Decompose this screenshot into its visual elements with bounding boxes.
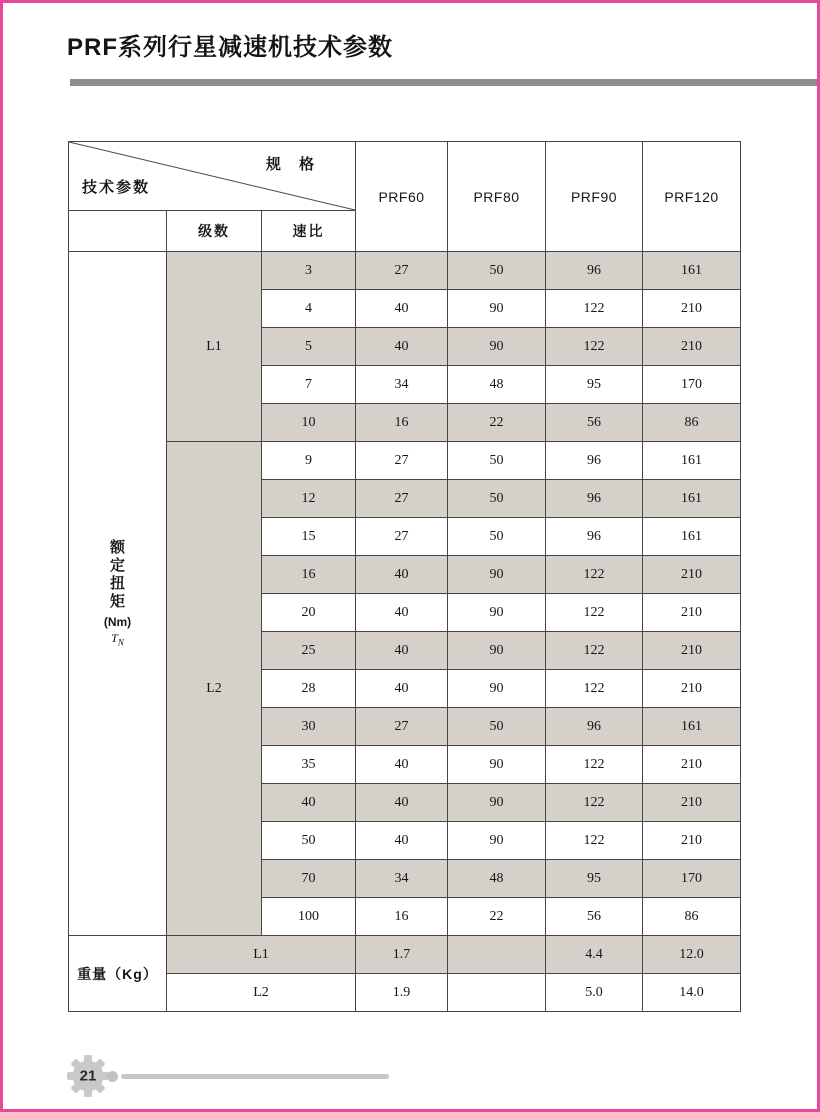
torque-value-cell: 170	[643, 860, 741, 898]
ratio-cell: 40	[262, 784, 356, 822]
torque-value-cell: 161	[643, 442, 741, 480]
weight-data-row	[69, 936, 741, 974]
weight-data-row	[69, 974, 741, 1012]
torque-value-cell: 122	[546, 784, 643, 822]
torque-value-cell: 90	[448, 746, 546, 784]
ratio-cell: 10	[262, 404, 356, 442]
torque-value-cell: 40	[356, 328, 448, 366]
weight-value-cell	[448, 936, 546, 974]
stage-cell-l1: L1	[167, 252, 262, 442]
ratio-cell: 5	[262, 328, 356, 366]
col-header-prf120: PRF120	[643, 142, 741, 252]
torque-value-cell: 40	[356, 784, 448, 822]
torque-label-char: 额	[109, 539, 125, 557]
torque-value-cell: 122	[546, 632, 643, 670]
ratio-cell: 35	[262, 746, 356, 784]
torque-value-cell: 40	[356, 670, 448, 708]
torque-value-cell: 27	[356, 252, 448, 290]
torque-value-cell: 50	[448, 708, 546, 746]
torque-value-cell: 210	[643, 594, 741, 632]
torque-value-cell: 210	[643, 632, 741, 670]
ratio-cell: 70	[262, 860, 356, 898]
torque-value-cell: 122	[546, 328, 643, 366]
torque-value-cell: 90	[448, 556, 546, 594]
torque-value-cell: 161	[643, 480, 741, 518]
torque-value-cell: 40	[356, 822, 448, 860]
col-header-ratio: 速比	[262, 211, 356, 252]
torque-value-cell: 56	[546, 404, 643, 442]
torque-value-cell: 170	[643, 366, 741, 404]
torque-value-cell: 161	[643, 252, 741, 290]
torque-value-cell: 96	[546, 442, 643, 480]
torque-value-cell: 210	[643, 556, 741, 594]
torque-value-cell: 210	[643, 746, 741, 784]
torque-value-cell: 210	[643, 670, 741, 708]
torque-value-cell: 90	[448, 784, 546, 822]
torque-value-cell: 48	[448, 366, 546, 404]
spec-table	[68, 141, 741, 1012]
ratio-cell: 16	[262, 556, 356, 594]
weight-value-cell: 1.7	[356, 936, 448, 974]
weight-value-cell: 4.4	[546, 936, 643, 974]
torque-value-cell: 96	[546, 518, 643, 556]
ratio-cell: 50	[262, 822, 356, 860]
weight-row-group-label: 重量（Kg）	[69, 936, 167, 1012]
torque-value-cell: 161	[643, 708, 741, 746]
torque-row-group-label	[69, 252, 167, 936]
torque-value-cell: 86	[643, 404, 741, 442]
torque-value-cell: 22	[448, 898, 546, 936]
torque-value-cell: 27	[356, 480, 448, 518]
torque-value-cell: 50	[448, 480, 546, 518]
torque-label-char: 定	[109, 557, 125, 575]
torque-value-cell: 34	[356, 860, 448, 898]
col-header-prf90: PRF90	[546, 142, 643, 252]
ratio-cell: 30	[262, 708, 356, 746]
ratio-cell: 25	[262, 632, 356, 670]
corner-label-spec: 规 格	[265, 156, 322, 173]
torque-value-cell: 96	[546, 252, 643, 290]
stage-cell-l2: L2	[167, 442, 262, 936]
torque-value-cell: 27	[356, 442, 448, 480]
weight-value-cell	[448, 974, 546, 1012]
page-number: 21	[79, 1067, 97, 1085]
torque-symbol-label: $T_N$	[111, 631, 124, 648]
torque-vertical-label	[69, 539, 166, 647]
torque-value-cell: 122	[546, 670, 643, 708]
torque-value-cell: 90	[448, 328, 546, 366]
page-title: PRF系列行星减速机技术参数	[67, 34, 393, 61]
torque-value-cell: 96	[546, 480, 643, 518]
torque-data-row	[69, 252, 741, 290]
torque-value-cell: 122	[546, 556, 643, 594]
torque-label-char: 扭	[109, 575, 125, 593]
torque-value-cell: 210	[643, 822, 741, 860]
torque-unit-label: (Nm)	[103, 615, 132, 630]
torque-value-cell: 210	[643, 290, 741, 328]
ratio-cell: 15	[262, 518, 356, 556]
torque-value-cell: 96	[546, 708, 643, 746]
ratio-cell: 12	[262, 480, 356, 518]
torque-value-cell: 16	[356, 404, 448, 442]
table-corner-cell	[69, 142, 356, 211]
torque-value-cell: 40	[356, 632, 448, 670]
torque-value-cell: 90	[448, 594, 546, 632]
torque-value-cell: 95	[546, 860, 643, 898]
torque-value-cell: 16	[356, 898, 448, 936]
weight-value-cell: 12.0	[643, 936, 741, 974]
torque-value-cell: 56	[546, 898, 643, 936]
torque-value-cell: 40	[356, 746, 448, 784]
ratio-cell: 3	[262, 252, 356, 290]
ratio-cell: 7	[262, 366, 356, 404]
torque-value-cell: 210	[643, 328, 741, 366]
torque-label-char: 矩	[109, 593, 125, 611]
torque-data-row	[69, 442, 741, 480]
gear-icon	[66, 1054, 110, 1098]
torque-value-cell: 90	[448, 632, 546, 670]
weight-value-cell: 5.0	[546, 974, 643, 1012]
ratio-cell: 20	[262, 594, 356, 632]
title-underline-bar	[70, 79, 818, 86]
torque-value-cell: 27	[356, 708, 448, 746]
ratio-cell: 28	[262, 670, 356, 708]
torque-value-cell: 122	[546, 594, 643, 632]
ratio-cell: 100	[262, 898, 356, 936]
footer-dot	[107, 1071, 118, 1082]
torque-value-cell: 122	[546, 822, 643, 860]
page-footer	[66, 1054, 389, 1098]
torque-value-cell: 86	[643, 898, 741, 936]
col-header-prf80: PRF80	[448, 142, 546, 252]
corner-label-params: 技术参数	[82, 179, 151, 196]
torque-value-cell: 50	[448, 518, 546, 556]
torque-value-cell: 40	[356, 290, 448, 328]
torque-value-cell: 95	[546, 366, 643, 404]
weight-value-cell: 14.0	[643, 974, 741, 1012]
torque-value-cell: 90	[448, 822, 546, 860]
torque-value-cell: 34	[356, 366, 448, 404]
torque-value-cell: 122	[546, 746, 643, 784]
torque-value-cell: 122	[546, 290, 643, 328]
corner-empty-cell	[69, 211, 167, 252]
torque-value-cell: 27	[356, 518, 448, 556]
col-header-stage: 级数	[167, 211, 262, 252]
torque-value-cell: 48	[448, 860, 546, 898]
col-header-prf60: PRF60	[356, 142, 448, 252]
torque-value-cell: 210	[643, 784, 741, 822]
torque-value-cell: 90	[448, 670, 546, 708]
torque-value-cell: 40	[356, 594, 448, 632]
ratio-cell: 4	[262, 290, 356, 328]
torque-value-cell: 90	[448, 290, 546, 328]
weight-value-cell: 1.9	[356, 974, 448, 1012]
weight-stage-cell-l2: L2	[167, 974, 356, 1012]
torque-value-cell: 50	[448, 252, 546, 290]
torque-value-cell: 40	[356, 556, 448, 594]
torque-value-cell: 161	[643, 518, 741, 556]
torque-value-cell: 22	[448, 404, 546, 442]
footer-rule	[121, 1074, 389, 1079]
torque-value-cell: 50	[448, 442, 546, 480]
weight-stage-cell-l1: L1	[167, 936, 356, 974]
header-row-top	[69, 142, 741, 211]
ratio-cell: 9	[262, 442, 356, 480]
